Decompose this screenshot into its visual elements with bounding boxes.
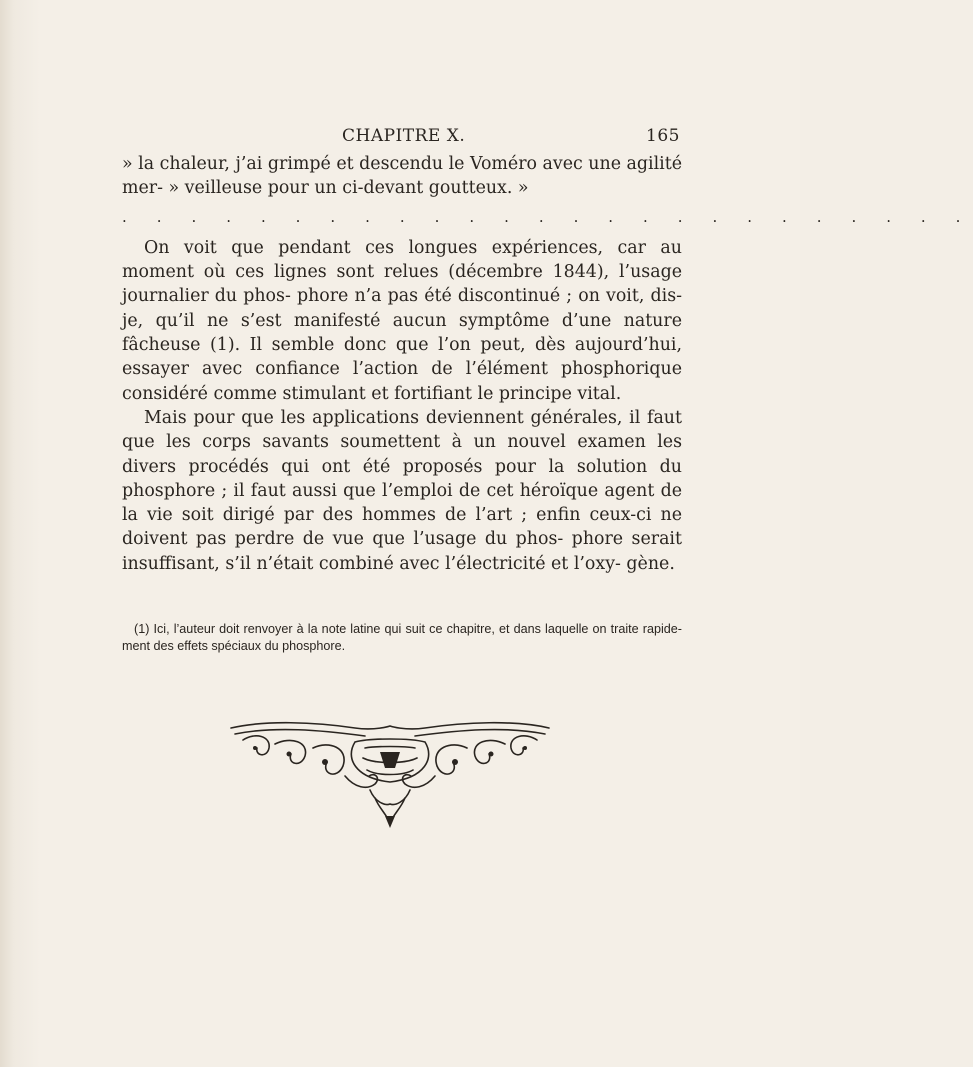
- quote-continuation: » la chaleur, j’ai grimpé et descendu le Voméro avec une agilité mer- » veilleuse pour un ci-devant goutteux. »: [122, 154, 682, 199]
- paragraph-1: On voit que pendant ces longues expériences, car au moment où ces lignes sont relues (décembre 1844), l’usage journalier du phos- phore n’a pas été discontinué ; on voit, dis-je, qu’il ne s’est manifesté aucun symptôme d’une nature fâcheuse (1). Il semble donc que l’on peut, dès aujourd’hui, essayer avec confiance l’action de l’élément phosphorique considéré comme stimulant et fortifiant le principe vital.: [122, 237, 682, 404]
- chapter-title: CHAPITRE X.: [342, 126, 466, 146]
- paragraph-2: Mais pour que les applications deviennent générales, il faut que les corps savants soumettent à un nouvel examen les divers procédés qui ont été proposés pour la solution du phosphore ; il faut aussi que l’emploi de cet héroïque agent de la vie soit dirigé par des hommes de l’art ; enfin ceux-ci ne doivent pas perdre de vue que l’usage du phos- phore serait insuffisant, s’il n’était combiné avec l’électricité et l’oxy- gène.: [122, 407, 682, 574]
- ellipsis-row: . . . . . . . . . . . . . . . . . . . . . . . . .: [122, 207, 973, 226]
- body-text: [122, 152, 973, 576]
- running-head: [120, 126, 680, 150]
- page-number: 165: [646, 126, 680, 146]
- footnote-text: (1) Ici, l’auteur doit renvoyer à la note latine qui suit ce chapitre, et dans laquelle on traite rapide- ment des effets spéciaux du phosphore.: [122, 622, 682, 653]
- footnote: [122, 621, 682, 655]
- decorative-tailpiece-icon: [225, 718, 555, 830]
